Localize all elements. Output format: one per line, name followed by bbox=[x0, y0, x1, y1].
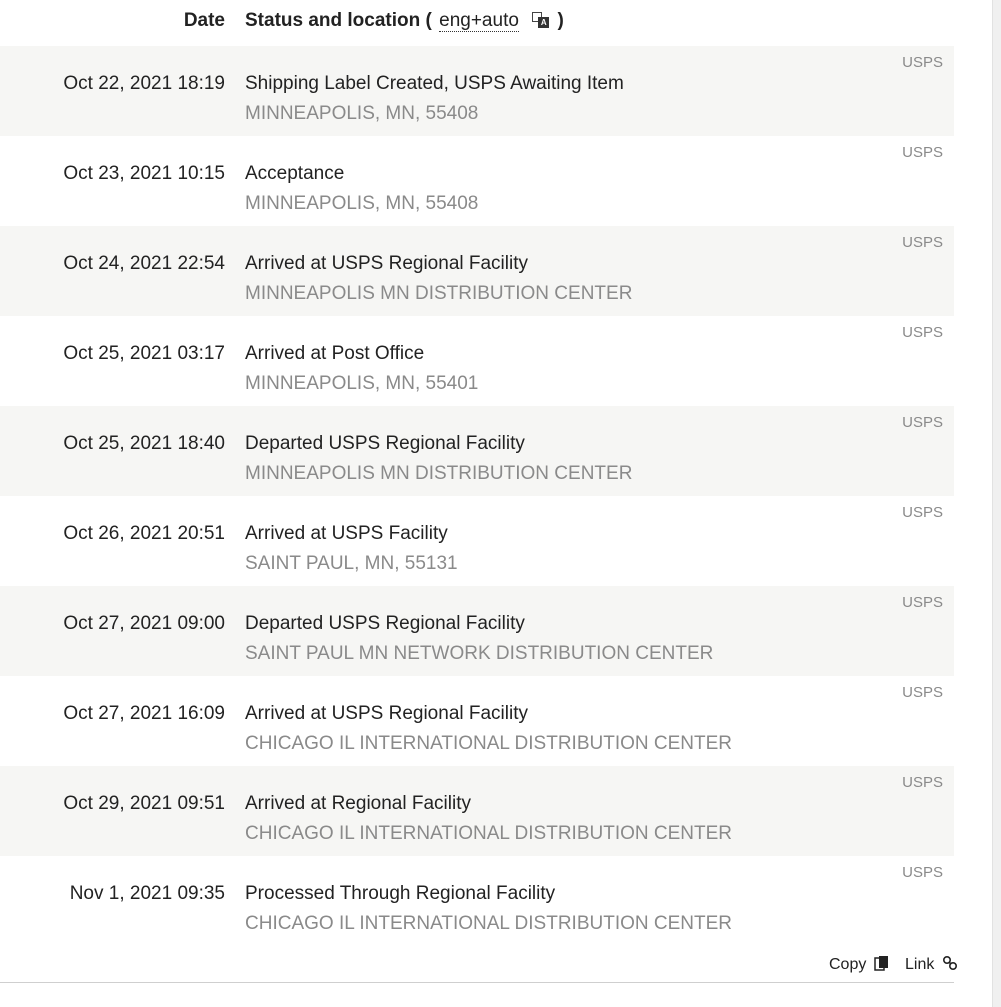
event-location: CHICAGO IL INTERNATIONAL DISTRIBUTION CENTER bbox=[245, 733, 733, 754]
link-icon bbox=[942, 955, 958, 971]
event-carrier: USPS bbox=[902, 234, 943, 251]
event-carrier: USPS bbox=[902, 414, 943, 431]
event-status: Arrived at Post Office bbox=[245, 343, 425, 364]
event-status: Acceptance bbox=[245, 163, 345, 184]
event-status: Arrived at USPS Regional Facility bbox=[245, 253, 528, 274]
event-status: Arrived at USPS Regional Facility bbox=[245, 703, 528, 724]
event-status: Arrived at USPS Facility bbox=[245, 523, 448, 544]
event-date: Oct 24, 2021 22:54 bbox=[63, 253, 225, 274]
event-status: Departed USPS Regional Facility bbox=[245, 433, 525, 454]
event-status: Departed USPS Regional Facility bbox=[245, 613, 525, 634]
event-carrier: USPS bbox=[902, 54, 943, 71]
event-carrier: USPS bbox=[902, 324, 943, 341]
event-carrier: USPS bbox=[902, 504, 943, 521]
event-status: Arrived at Regional Facility bbox=[245, 793, 471, 814]
status-header-label: Status and location ( bbox=[245, 10, 432, 31]
event-row bbox=[0, 406, 954, 496]
event-date: Oct 27, 2021 16:09 bbox=[63, 703, 225, 724]
event-carrier: USPS bbox=[902, 774, 943, 791]
event-location: SAINT PAUL MN NETWORK DISTRIBUTION CENTER bbox=[245, 643, 714, 664]
copy-label: Copy bbox=[829, 956, 867, 973]
event-date: Oct 25, 2021 18:40 bbox=[63, 433, 225, 454]
event-row bbox=[0, 136, 954, 226]
event-location: MINNEAPOLIS, MN, 55408 bbox=[245, 193, 479, 214]
status-column-header bbox=[245, 10, 564, 32]
event-row bbox=[0, 766, 954, 856]
event-row bbox=[0, 676, 954, 766]
event-date: Oct 29, 2021 09:51 bbox=[63, 793, 225, 814]
event-carrier: USPS bbox=[902, 864, 943, 881]
event-location: MINNEAPOLIS MN DISTRIBUTION CENTER bbox=[245, 463, 633, 484]
event-list bbox=[0, 46, 954, 946]
event-date: Nov 1, 2021 09:35 bbox=[69, 883, 225, 904]
event-date: Oct 25, 2021 03:17 bbox=[63, 343, 225, 364]
copy-icon bbox=[874, 955, 890, 971]
event-location: SAINT PAUL, MN, 55131 bbox=[245, 553, 458, 574]
event-carrier: USPS bbox=[902, 684, 943, 701]
event-date: Oct 27, 2021 09:00 bbox=[63, 613, 225, 634]
history-footer bbox=[0, 946, 954, 983]
event-location: MINNEAPOLIS MN DISTRIBUTION CENTER bbox=[245, 283, 633, 304]
copy-button[interactable] bbox=[829, 955, 890, 974]
scrollbar[interactable] bbox=[992, 0, 1001, 1007]
event-status: Processed Through Regional Facility bbox=[245, 883, 556, 904]
event-date: Oct 22, 2021 18:19 bbox=[63, 73, 225, 94]
event-location: CHICAGO IL INTERNATIONAL DISTRIBUTION CENTER bbox=[245, 913, 733, 934]
event-status: Shipping Label Created, USPS Awaiting Item bbox=[245, 73, 624, 94]
event-row bbox=[0, 316, 954, 406]
event-carrier: USPS bbox=[902, 144, 943, 161]
event-location: CHICAGO IL INTERNATIONAL DISTRIBUTION CENTER bbox=[245, 823, 733, 844]
link-button[interactable] bbox=[905, 955, 958, 974]
event-location: MINNEAPOLIS, MN, 55401 bbox=[245, 373, 479, 394]
date-column-header: Date bbox=[183, 10, 225, 31]
event-carrier: USPS bbox=[902, 594, 943, 611]
history-header bbox=[0, 0, 954, 46]
event-row bbox=[0, 856, 954, 946]
link-label: Link bbox=[905, 956, 935, 973]
language-selector[interactable]: eng+auto bbox=[439, 10, 519, 31]
event-date: Oct 26, 2021 20:51 bbox=[63, 523, 225, 544]
event-row bbox=[0, 496, 954, 586]
event-row bbox=[0, 226, 954, 316]
event-date: Oct 23, 2021 10:15 bbox=[63, 163, 225, 184]
event-row bbox=[0, 46, 954, 136]
translate-icon[interactable]: A bbox=[532, 12, 548, 28]
event-location: MINNEAPOLIS, MN, 55408 bbox=[245, 103, 479, 124]
status-header-close: ) bbox=[557, 10, 564, 31]
event-row bbox=[0, 586, 954, 676]
